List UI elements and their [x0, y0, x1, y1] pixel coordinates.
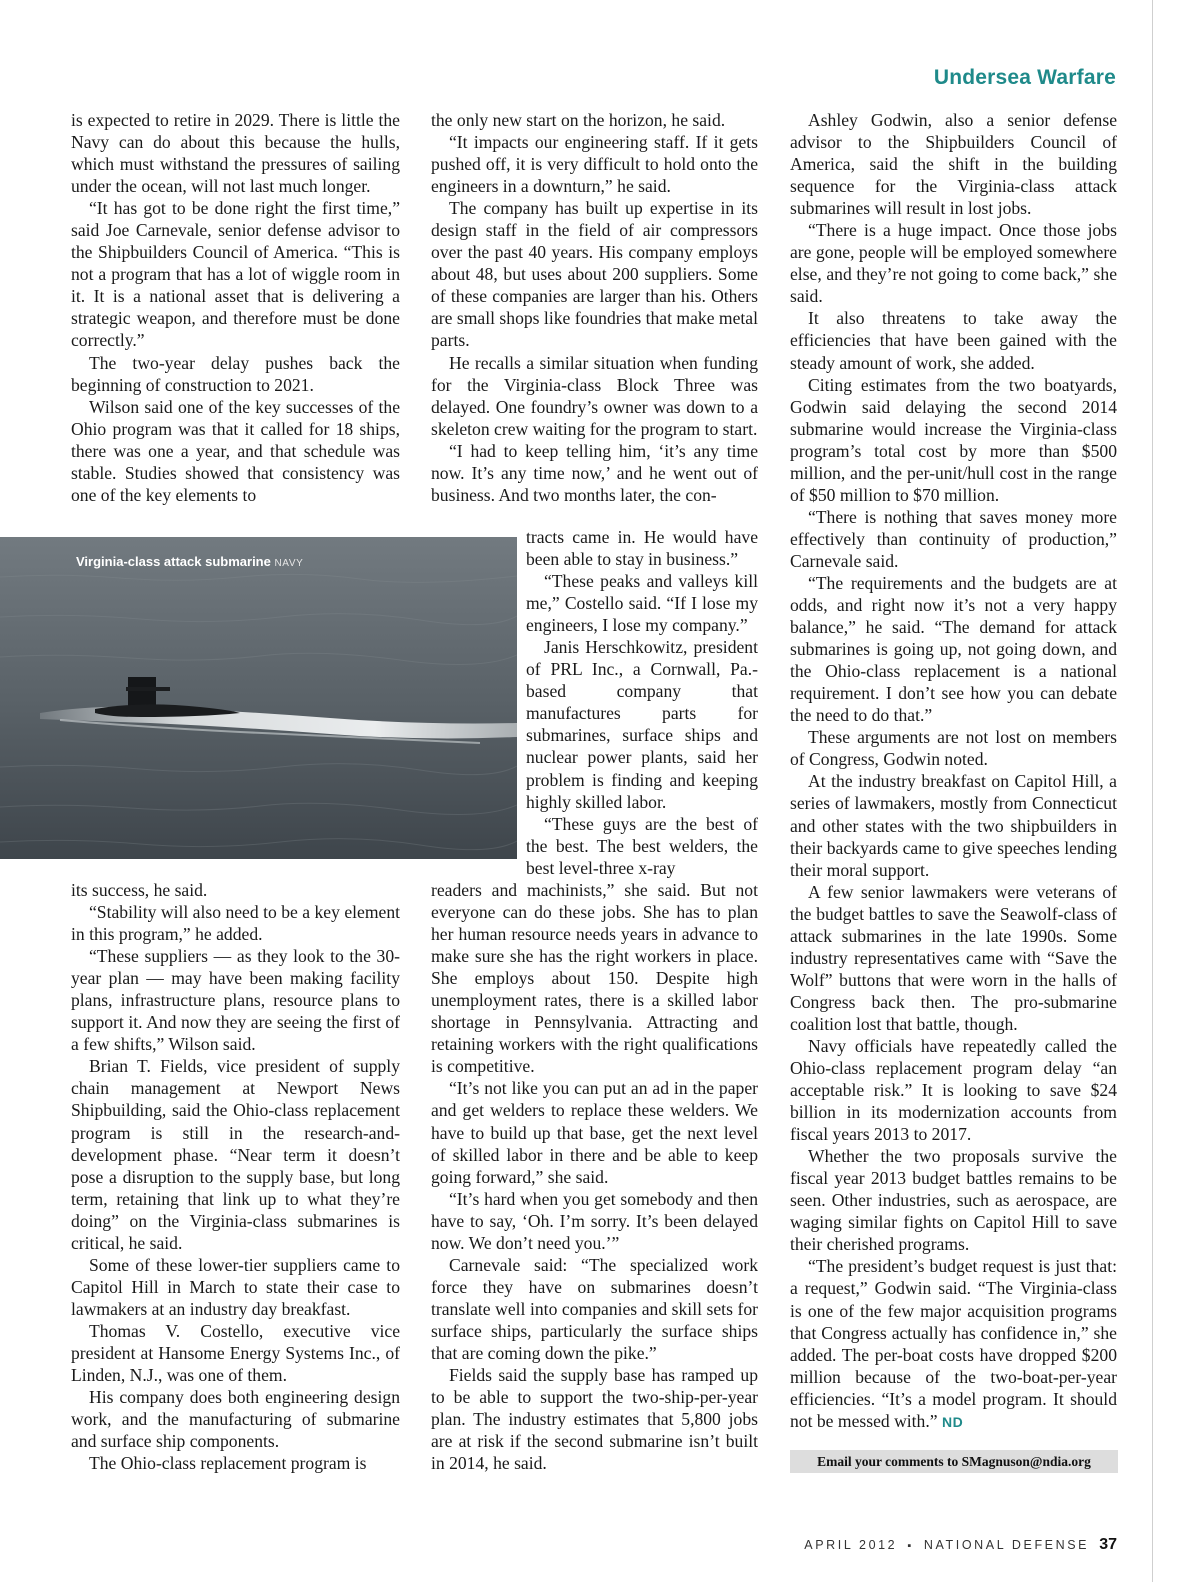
end-mark: ND	[937, 1413, 964, 1430]
paragraph: Fields said the supply base has ramped up to be able to support the two-ship-per-year plan. The industry estimates that 5,800 jobs are at risk if the second submarine isn’t built in 2014, he said.	[431, 1365, 758, 1474]
paragraph: He recalls a similar situation when funding for the Virginia-class Block Three was delayed. One foundry’s owner was down to a skeleton crew waiting for the program to start.	[431, 352, 758, 439]
paragraph: Some of these lower-tier suppliers came to Capitol Hill in March to state their case to lawmakers at an industry day breakfast.	[71, 1254, 400, 1319]
paragraph: “It has got to be done right the first time,” said Joe Carnevale, senior defense advisor to the Shipbuilders Council of America. “This is not a program that has a lot of wiggle room in it. It is a national asset that is delivering a strategic weapon, and therefore must be done correctly.”	[71, 198, 400, 351]
column-2-top	[431, 109, 758, 529]
paragraph: Citing estimates from the two boatyards, Godwin said delaying the second 2014 submarine would increase the Virginia-class program’s total cost by more than $500 million, and the per-unit/hull cost in the range of $50 million to $70 million.	[790, 374, 1117, 505]
paragraph: It also threatens to take away the efficiencies that have been gained with the steady amount of work, she added.	[790, 308, 1117, 373]
footer-publication: NATIONAL DEFENSE	[923, 1538, 1090, 1552]
paragraph: tracts came in. He would have been able to stay in business.”	[526, 527, 758, 570]
paragraph: “It’s hard when you get somebody and then have to say, ‘Oh. I’m sorry. It’s been delayed now. We don’t need you.’”	[431, 1188, 758, 1253]
paragraph: These arguments are not lost on members of Congress, Godwin noted.	[790, 727, 1117, 770]
paragraph: “The president’s budget request is just that: a request,” Godwin said. “The Virginia-class is one of the few major acquisition programs that Congress actually has confidence in,” she added. The per-boat costs have dropped $200 million because of the two-boat-per-year efficiencies. “It’s a model program. It should not be messed with.” ND	[790, 1256, 1117, 1431]
paragraph: “It’s not like you can put an ad in the paper and get welders to replace these welders. We have to build up that base, get the next level of skilled labor in there and be able to keep going forward,” she said.	[431, 1078, 758, 1187]
paragraph: “These guys are the best of the best. The best welders, the best level-three x-ray	[526, 813, 758, 878]
paragraph: The Ohio-class replacement program is	[89, 1453, 367, 1474]
caption-text: Virginia-class attack submarine	[76, 554, 271, 569]
paragraph: “There is a huge impact. Once those jobs are gone, people will be employed somewhere else, and they’re not going to come back,” she said.	[790, 220, 1117, 307]
column-2-bottom	[431, 879, 758, 1479]
column-1-bottom	[71, 879, 400, 1479]
paragraph: Thomas V. Costello, executive vice president at Hansome Energy Systems Inc., of Linden, N.J., was one of them.	[71, 1320, 400, 1386]
paragraph: Ashley Godwin, also a senior defense advisor to the Shipbuilders Council of America, said the shift in the building sequence for the Virginia-class attack submarines will result in lost jobs.	[790, 110, 1117, 219]
paragraph: “These suppliers — as they look to the 30-year plan — may have been making facility plans, infrastructure plans, resource plans to support it. And now they are seeing the first of a few shifts,” Wilson said.	[71, 946, 400, 1055]
page-number: 37	[1099, 1536, 1117, 1553]
submarine-photo-image	[0, 537, 517, 859]
footer-bullet: ▪	[907, 1540, 914, 1552]
paragraph: A few senior lawmakers were veterans of the budget battles to save the Seawolf-class of attack submarines in the late 1990s. Some industry representatives came with “Save the Wolf” buttons that were worn in the halls of Congress back then. The pro-submarine coalition lost that battle, though.	[790, 881, 1117, 1034]
email-comments-box: Email your comments to SMagnuson@ndia.org	[790, 1450, 1118, 1473]
paragraph: “There is nothing that saves money more effectively than continuity of production,” Carnevale said.	[790, 506, 1117, 571]
paragraph: The two-year delay pushes back the beginning of construction to 2021.	[71, 352, 400, 395]
paragraph: “I had to keep telling him, ‘it’s any time now. It’s any time now,’ and he went out of business. And two months later, the con-	[431, 440, 758, 505]
column-3	[790, 109, 1117, 1439]
paragraph: Brian T. Fields, vice president of supply chain management at Newport News Shipbuilding, said the Ohio-class replacement program is still in the research-and-development phase. “Near term it doesn’t pose a disruption to the supply base, but long term, retaining that link up to what they’re doing” on the Virginia-class submarines is critical, he said.	[71, 1056, 400, 1253]
paragraph: Wilson said one of the key successes of the Ohio program was that it called for 18 ships, there was one a year, and that schedule was stable. Studies showed that consistency was one of the key elements to	[71, 396, 400, 505]
submarine-photo	[0, 537, 517, 859]
caption-credit: NAVY	[274, 558, 304, 569]
paragraph: At the industry breakfast on Capitol Hill, a series of lawmakers, mostly from Connecticut and other states with the two shipbuilders in their backyards came to give speeches lending their moral support.	[790, 771, 1117, 880]
paragraph: “Stability will also need to be a key element in this program,” he added.	[71, 902, 400, 945]
paragraph: The company has built up expertise in its design staff in the field of air compressors over the past 40 years. His company employs about 48, but uses about 200 suppliers. Some of these companies are larger than his. Others are small shops like foundries that make metal parts.	[431, 198, 758, 351]
paragraph: its success, he said.	[71, 880, 208, 900]
footer-issue: APRIL 2012	[804, 1538, 898, 1552]
section-label: Undersea Warfare	[933, 66, 1116, 89]
paragraph: His company does both engineering design work, and the manufacturing of submarine and surface ship components.	[71, 1387, 400, 1452]
paragraph: is expected to retire in 2029. There is little the Navy can do about this because the hulls, which must withstand the pressures of sailing under the ocean, will not last much longer.	[71, 110, 400, 197]
photo-caption	[76, 554, 303, 569]
paragraph: Whether the two proposals survive the fiscal year 2013 budget battles remains to be seen. Other industries, such as aerospace, are waging similar fights on Capitol Hill to save their cherished programs.	[790, 1146, 1117, 1255]
paragraph: Navy officials have repeatedly called the Ohio-class replacement program delay “an acceptable risk.” It is looking to save $24 billion in its modernization accounts from fiscal years 2013 to 2017.	[790, 1035, 1117, 1145]
paragraph: the only new start on the horizon, he said.	[431, 110, 726, 130]
paragraph: readers and machinists,” she said. But not everyone can do these jobs. She has to plan her human resource needs years in advance to make sure she has the right workers in place. She employs about 150. Despite high unemployment rates, there is a skilled labor shortage in Pennsylvania. Attracting and retaining workers with the right qualifications is competitive.	[431, 880, 758, 1077]
paragraph: “These peaks and valleys kill me,” Costello said. “If I lose my engineers, I lose my company.”	[526, 571, 758, 636]
paragraph: Janis Herschkowitz, president of PRL Inc., a Cornwall, Pa.-based company that manufactures parts for submarines, surface ships and nuclear power plants, said her problem is finding and keeping highly skilled labor.	[526, 637, 758, 812]
column-1-top	[71, 109, 400, 529]
page-footer	[804, 1536, 1117, 1554]
paragraph: “It impacts our engineering staff. If it gets pushed off, it is very difficult to hold onto the engineers in a downturn,” he said.	[431, 132, 758, 197]
column-2-wrap	[526, 526, 758, 878]
paragraph: Carnevale said: “The specialized work force they have on submarines doesn’t translate well into companies and skill sets for surface ships, particularly the surface ships that are coming down the pike.”	[431, 1254, 758, 1363]
paragraph: “The requirements and the budgets are at odds, and right now it’s not a very happy balance,” he said. “The demand for attack submarines is going up, not going down, and the Ohio-class replacement is a national requirement. I don’t see how you can debate the need to do that.”	[790, 572, 1117, 726]
page-edge-rule	[1152, 0, 1153, 1582]
